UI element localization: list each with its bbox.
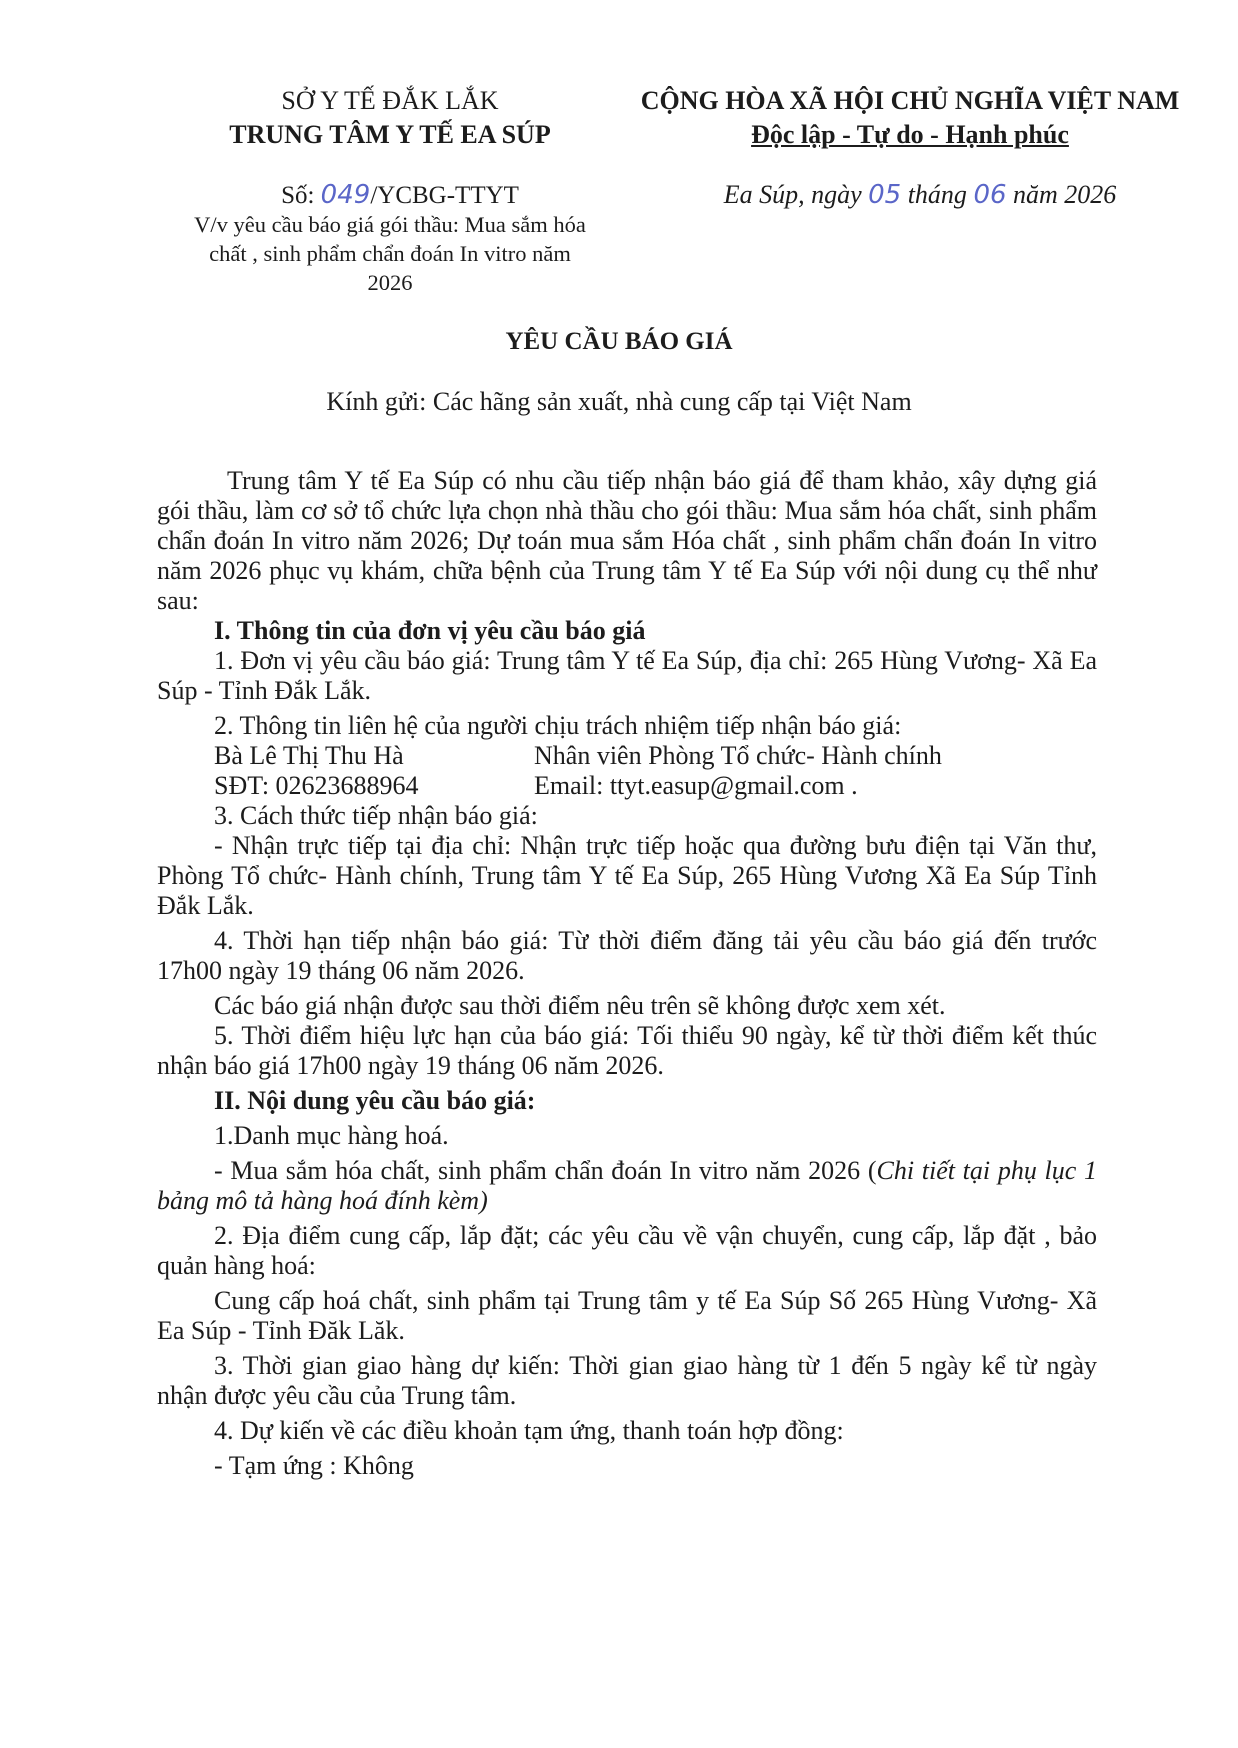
document-title: YÊU CẦU BÁO GIÁ	[505, 328, 733, 355]
section-2-item-2: 2. Địa điểm cung cấp, lắp đặt; các yêu cầu về vận chuyển, cung cấp, lắp đặt , bảo quản hàng hoá:	[157, 1221, 1097, 1280]
date-year: năm 2026	[1006, 180, 1117, 209]
section-1-item-2: 2. Thông tin liên hệ của người chịu trách nhiệm tiếp nhận báo giá:	[214, 711, 902, 740]
contact-row-2	[157, 771, 1097, 801]
section-2-item-1-detail	[157, 1156, 1097, 1216]
doc-number-handwritten: 049	[320, 180, 371, 210]
section-2-heading: II. Nội dung yêu cầu báo giá:	[214, 1086, 536, 1115]
country-name: CỘNG HÒA XÃ HỘI CHỦ NGHĨA VIỆT NAM	[640, 86, 1180, 115]
date-month-label: tháng	[901, 180, 974, 209]
date-line	[660, 180, 1180, 210]
subject-line-3: 2026	[367, 270, 413, 295]
section-2-item-4-detail: - Tạm ứng : Không	[214, 1451, 414, 1480]
goods-list-note: Chi tiết tại phụ lục 1 bảng mô tả hàng hoá đính kèm)	[157, 1156, 1097, 1215]
date-month-handwritten: 06	[973, 180, 1007, 210]
section-1-item-3: 3. Cách thức tiếp nhận báo giá:	[214, 801, 538, 830]
contact-row-1	[157, 741, 1097, 771]
section-2-item-3: 3. Thời gian giao hàng dự kiến: Thời gian giao hàng từ 1 đến 5 ngày kể từ ngày nhận được yêu cầu của Trung tâm.	[157, 1351, 1097, 1410]
contact-phone: SĐT: 02623688964	[214, 771, 419, 800]
document-body	[157, 466, 1097, 1481]
contact-email: Email: ttyt.easup@gmail.com .	[534, 771, 858, 800]
section-1-item-4-note: Các báo giá nhận được sau thời điểm nêu trên sẽ không được xem xét.	[214, 991, 946, 1020]
national-header	[640, 84, 1180, 152]
goods-list-text: - Mua sắm hóa chất, sinh phẩm chẩn đoán In vitro năm 2026 (	[214, 1156, 877, 1185]
doc-number-suffix: /YCBG-TTYT	[370, 182, 519, 209]
date-place: Ea Súp, ngày	[723, 180, 869, 209]
issuer-header	[180, 84, 600, 152]
section-2-item-1: 1.Danh mục hàng hoá.	[214, 1121, 449, 1150]
department-name: SỞ Y TẾ ĐẮK LẮK	[281, 86, 499, 115]
intro-paragraph: Trung tâm Y tế Ea Súp có nhu cầu tiếp nhận báo giá để tham khảo, xây dựng giá gói thầu, làm cơ sở tổ chức lựa chọn nhà thầu cho gói thầu: Mua sắm hóa chất, sinh phẩm chẩn đoán In vitro năm 2026; Dự toán mua sắm Hóa chất , sinh phẩm chẩn đoán In vitro năm 2026 phục vụ khám, chữa bệnh của Trung tâm Y tế Ea Súp với nội dung cụ thể như sau:	[157, 466, 1097, 615]
national-motto: Độc lập - Tự do - Hạnh phúc	[751, 120, 1069, 149]
addressee: Kính gửi: Các hãng sản xuất, nhà cung cấp tại Việt Nam	[326, 387, 912, 416]
section-2-item-2-detail: Cung cấp hoá chất, sinh phẩm tại Trung tâm y tế Ea Súp Số 265 Hùng Vương- Xã Ea Súp - Tỉnh Đăk Lăk.	[157, 1286, 1097, 1345]
doc-number-prefix: Số:	[281, 182, 321, 209]
section-1-heading: I. Thông tin của đơn vị yêu cầu báo giá	[214, 616, 646, 645]
contact-role: Nhân viên Phòng Tổ chức- Hành chính	[534, 741, 942, 770]
document-subject	[150, 210, 630, 297]
section-1-item-1: 1. Đơn vị yêu cầu báo giá: Trung tâm Y tế Ea Súp, địa chỉ: 265 Hùng Vương- Xã Ea Súp - Tỉnh Đắk Lắk.	[157, 646, 1097, 705]
date-day-handwritten: 05	[868, 180, 902, 210]
contact-name: Bà Lê Thị Thu Hà	[214, 741, 404, 770]
subject-line-2: chất , sinh phẩm chẩn đoán In vitro năm	[209, 241, 571, 266]
section-1-item-5: 5. Thời điểm hiệu lực hạn của báo giá: Tối thiểu 90 ngày, kể từ thời điểm kết thúc nhận báo giá 17h00 ngày 19 tháng 06 năm 2026.	[157, 1021, 1097, 1080]
center-name: TRUNG TÂM Y TẾ EA SÚP	[229, 120, 551, 149]
section-2-item-4: 4. Dự kiến về các điều khoản tạm ứng, thanh toán hợp đồng:	[214, 1416, 844, 1445]
section-1-item-4: 4. Thời hạn tiếp nhận báo giá: Từ thời điểm đăng tải yêu cầu báo giá đến trước 17h00 ngày 19 tháng 06 năm 2026.	[157, 926, 1097, 985]
document-number	[190, 180, 610, 211]
section-1-item-3-detail: - Nhận trực tiếp tại địa chỉ: Nhận trực tiếp hoặc qua đường bưu điện tại Văn thư, Phòng Tổ chức- Hành chính, Trung tâm Y tế Ea Súp, 265 Hùng Vương Xã Ea Súp Tỉnh Đắk Lắk.	[157, 831, 1097, 920]
subject-line-1: V/v yêu cầu báo giá gói thầu: Mua sắm hóa	[194, 212, 586, 237]
